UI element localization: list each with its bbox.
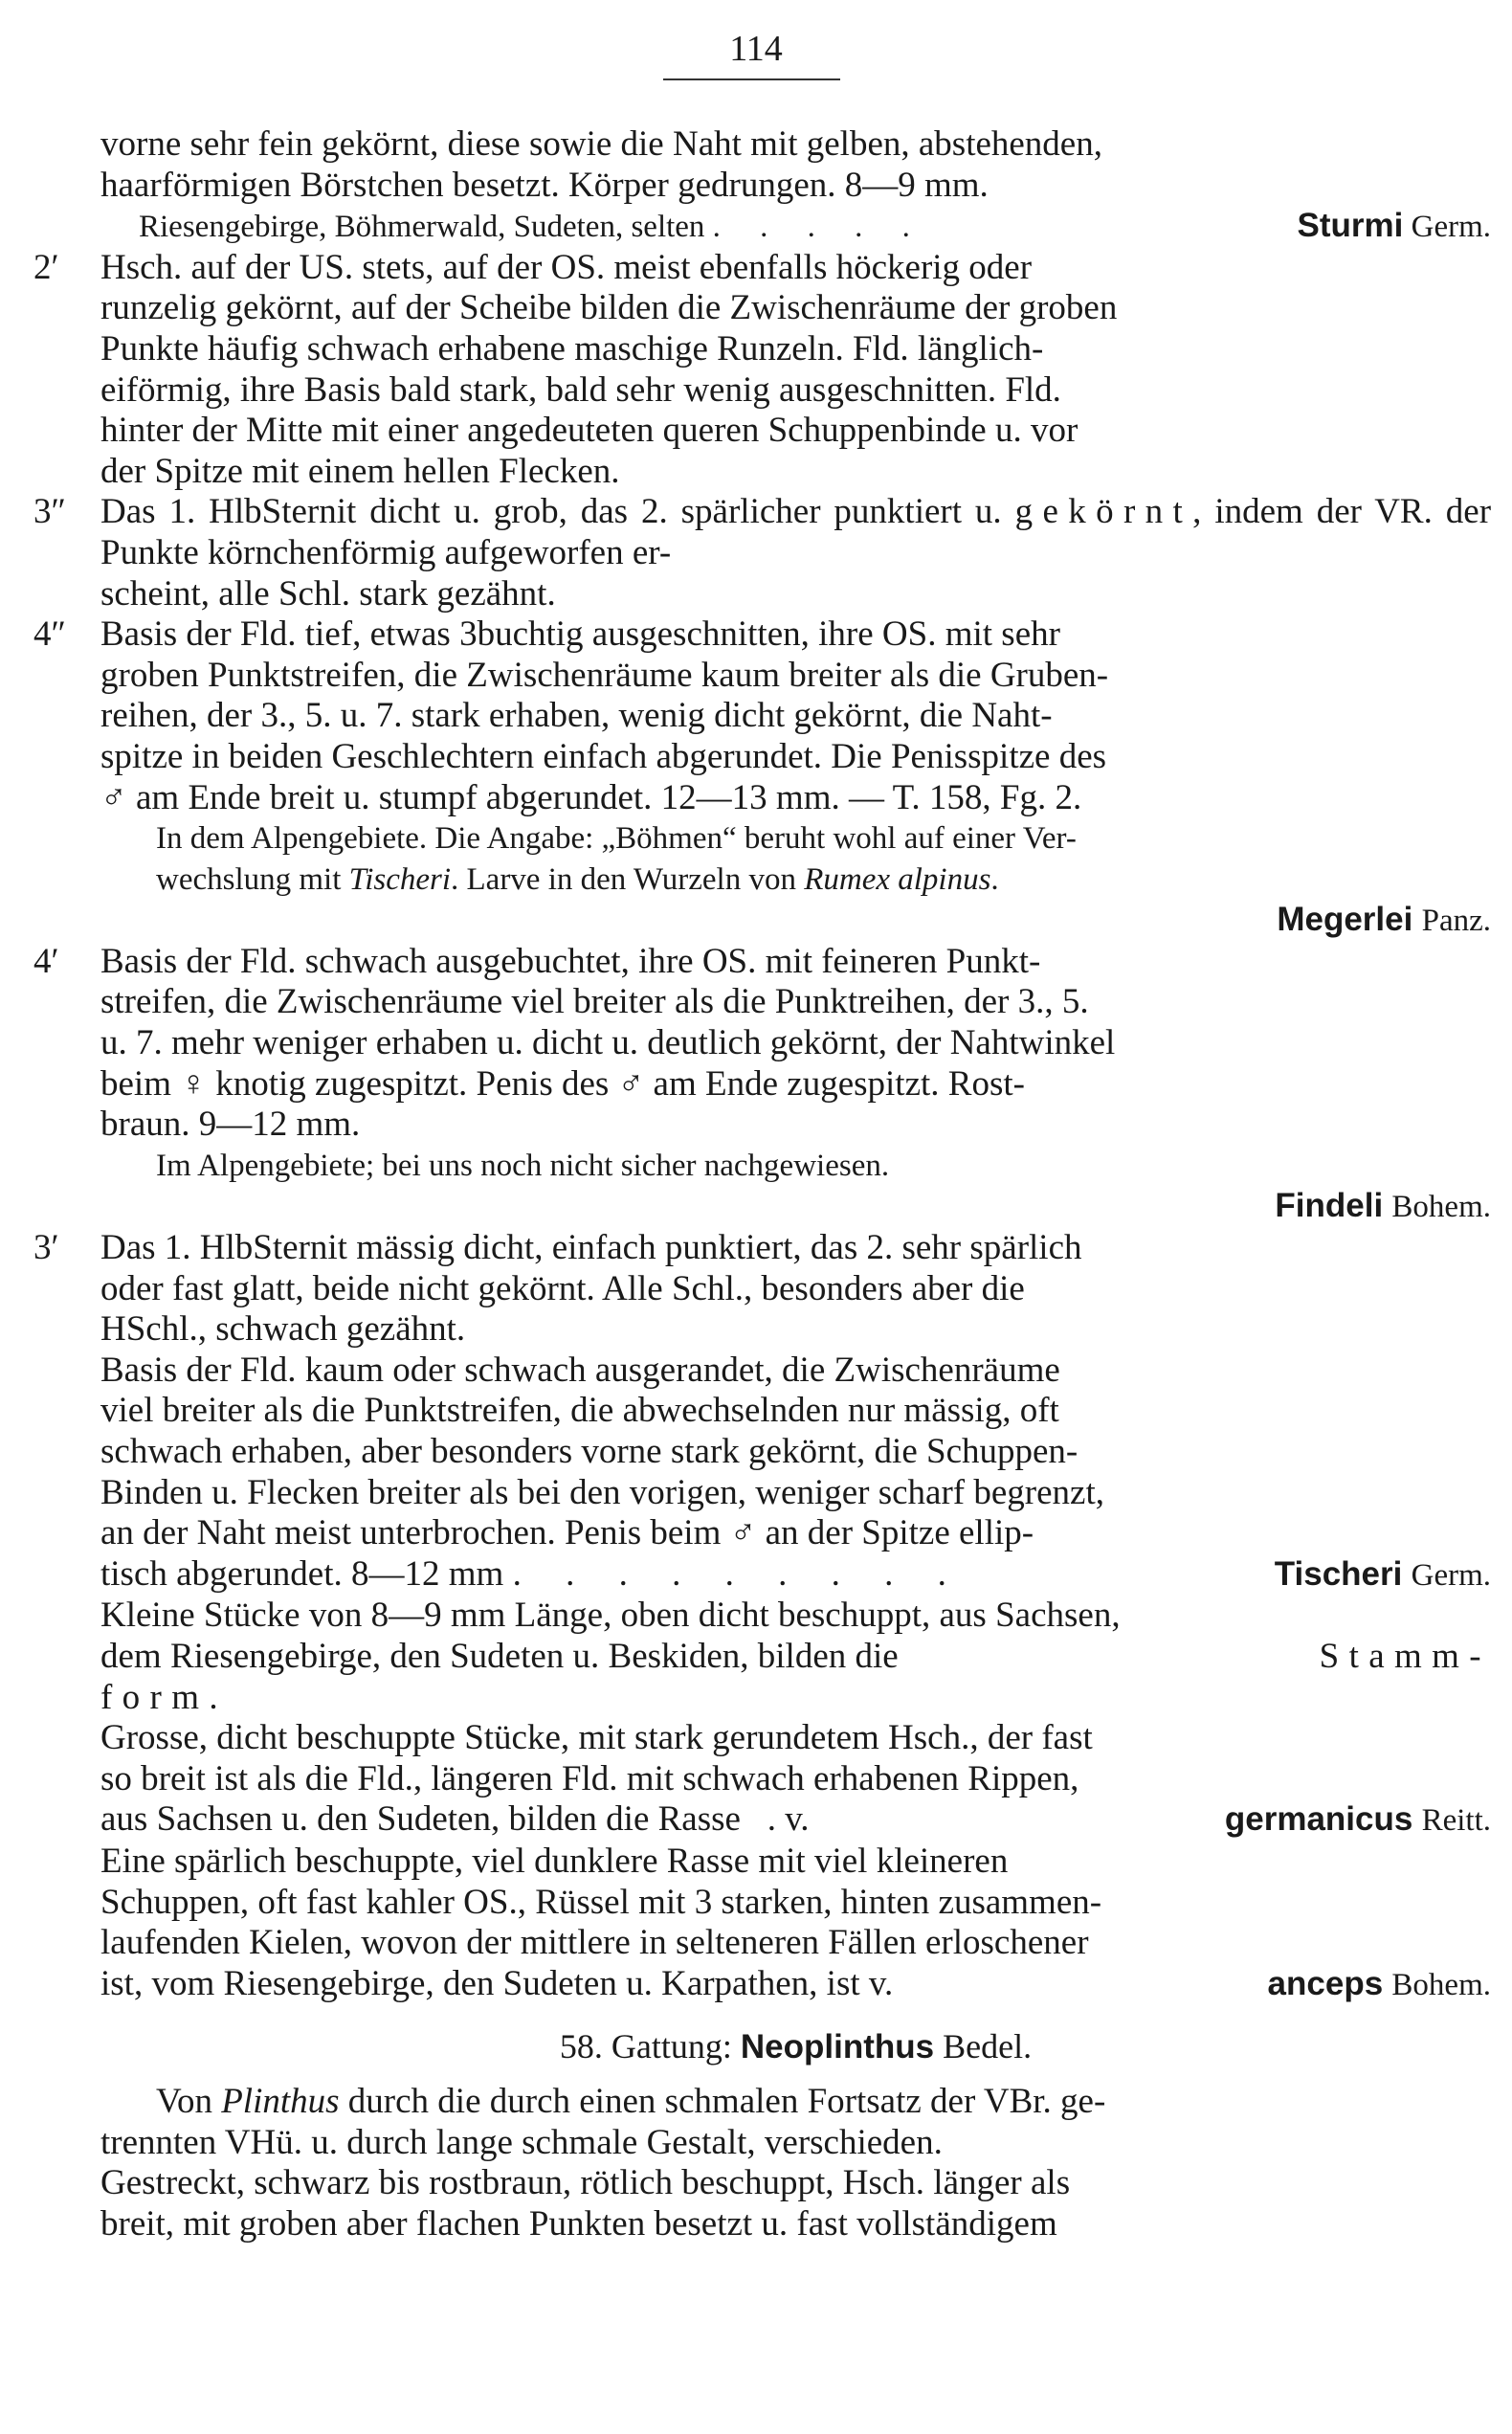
text-line: Grosse, dicht beschuppte Stücke, mit stark gerundetem Hsch., der fast [100,1718,1093,1758]
text-line: Basis der Fld. tief, etwas 3buchtig ausgeschnitten, ihre OS. mit sehr [100,614,1060,655]
key-entry [33,941,1491,1146]
species-author: Bohem. [1391,1190,1491,1225]
variety-prefix: . v. [767,1799,810,1840]
text-line: Das 1. HlbSternit mässig dicht, einfach punktiert, das 2. sehr spärlich [100,1228,1082,1268]
description-paragraph [100,1842,1491,2005]
text-line: Eine spärlich beschuppte, viel dunklere Rasse mit viel kleineren [100,1841,1009,1881]
species-line [100,1186,1491,1228]
description-paragraph [100,1596,1491,1718]
genus-author: Bedel. [943,2027,1033,2066]
text-line: , indem der VR. der Punkte körnchenförmig aufgeworfen er- [100,492,1492,572]
text-line: oder fast glatt, beide nicht gekörnt. Alle Schl., besonders aber die [100,1268,1025,1308]
text-line: hinter der Mitte mit einer angedeuteten queren Schuppenbinde u. vor [100,411,1078,451]
description-paragraph [100,1718,1491,1842]
italic-name: Rumex alpinus [804,861,991,897]
species-author: Germ. [1411,1557,1491,1593]
italic-name: Plinthus [221,2081,340,2121]
species-line [100,900,1491,942]
genus-description [100,2082,1491,2244]
text-line: dem Riesengebirge, den Sudeten u. Beskiden, bilden die [100,1636,899,1676]
species-name: Tischeri [1274,1554,1403,1593]
species-author: Bohem. [1391,1967,1491,2002]
entry-continuation [100,124,1491,206]
text-line: vorne sehr fein gekörnt, diese sowie die Naht mit gelben, abstehenden, [100,124,1102,164]
italic-name: Tischeri [348,861,452,897]
page-number: 114 [729,29,783,69]
text-line: Gestreckt, schwarz bis rostbraun, rötlich beschuppt, Hsch. länger als [100,2163,1071,2203]
text-line: Hsch. auf der US. stets, auf der OS. meist ebenfalls höckerig oder [100,247,1033,287]
leader-dots: . . . . . . . . . [512,1553,965,1594]
text-line: runzelig gekörnt, auf der Scheibe bilden die Zwischenräume der groben [100,288,1118,328]
text-line: streifen, die Zwischenräume viel breiter als die Punktreihen, der 3., 5. [100,982,1089,1022]
key-label: 4′ [33,941,59,981]
species-name: Findeli [1275,1187,1384,1225]
text-line: reihen, der 3., 5. u. 7. stark erhaben, wenig dicht gekörnt, die Naht- [100,696,1053,736]
page-number-rule [663,78,840,80]
text-line: schwach erhaben, aber besonders vorne stark gekörnt, die Schuppen- [100,1432,1078,1471]
text-line: der Spitze mit einem hellen Flecken. [100,451,620,491]
text-line: Kleine Stücke von 8—9 mm Länge, oben dicht beschuppt, aus Sachsen, [100,1596,1121,1636]
text-line: ist, vom Riesengebirge, den Sudeten u. Karpathen, ist v. [100,1963,894,2003]
species-name: anceps [1267,1964,1384,2002]
text-segment: durch die durch einen schmalen Fortsatz der VBr. ge- [339,2081,1106,2121]
text-line: scheint, alle Schl. stark gezähnt. [100,573,556,614]
text-segment: Von [156,2081,222,2121]
spaced-word: form. [100,1677,228,1717]
text-line: braun. 9—12 mm. [100,1105,361,1145]
text-line: In dem Alpengebiete. Die Angabe: „Böhmen“ beruht wohl auf einer Ver- [156,821,1077,857]
text-line: u. 7. mehr weniger erhaben u. dicht u. deutlich gekörnt, der Nahtwinkel [100,1023,1116,1063]
text-segment: wechslung mit [156,861,349,897]
genus-heading [100,2026,1491,2068]
text-segment: . Larve in den Wurzeln von [451,861,805,897]
text-line: beim ♀ knotig zugespitzt. Penis des ♂ am Ende zugespitzt. Rost- [100,1063,1025,1104]
text-line: spitze in beiden Geschlechtern einfach abgerundet. Die Penisspitze des [100,736,1107,776]
locality-note [100,818,1491,900]
spaced-word: gekörnt [1014,492,1193,532]
species-author: Reitt. [1421,1803,1491,1839]
spaced-word: Stamm- [1319,1636,1491,1676]
text-line: haarförmigen Börstchen besetzt. Körper gedrungen. 8—9 mm. [100,165,989,205]
text-line: viel breiter als die Punktstreifen, die abwechselnden nur mässig, oft [100,1391,1059,1431]
species-author: Panz. [1421,904,1491,939]
key-entry [33,614,1491,818]
species-author: Germ. [1411,210,1491,245]
text-line: eiförmig, ihre Basis bald stark, bald sehr wenig ausgeschnitten. Fld. [100,369,1061,410]
key-label: 3″ [33,492,66,532]
text-line: HSchl., schwach gezähnt. [100,1309,466,1350]
text-line: an der Naht meist unterbrochen. Penis beim ♂ an der Spitze ellip- [100,1513,1034,1553]
text-line: groben Punktstreifen, die Zwischenräume kaum breiter als die Gruben- [100,655,1109,695]
genus-name: Neoplinthus [740,2028,935,2066]
text-line: Im Alpengebiete; bei uns noch nicht sicher nachgewiesen. [156,1148,890,1183]
text-line: breit, mit groben aber flachen Punkten besetzt u. fast vollständigem [100,2203,1057,2244]
leader-dots: . . . . . [712,210,926,245]
text-line: tisch abgerundet. 8—12 mm [100,1553,504,1594]
text-line: Schuppen, oft fast kahler OS., Rüssel mit 3 starken, hinten zusammen- [100,1882,1102,1922]
key-entry [33,247,1491,493]
text-line: ♂ am Ende breit u. stumpf abgerundet. 12—13 mm. — T. 158, Fg. 2. [100,777,1082,817]
key-entry [33,492,1492,614]
locality-note [100,1146,1491,1187]
locality-line [100,206,1491,248]
text-segment: . [990,861,999,897]
text-column [33,124,1492,2244]
key-label: 4″ [33,614,66,655]
text-line: laufenden Kielen, wovon der mittlere in selteneren Fällen erloschener [100,1923,1089,1963]
text-line: Das 1. HlbSternit dicht u. grob, das 2. spärlicher punktiert u. [100,492,1002,532]
genus-number: 58. Gattung: [559,2027,732,2066]
text-line: trennten VHü. u. durch lange schmale Gestalt, verschieden. [100,2122,943,2162]
text-line: so breit ist als die Fld., längeren Fld. mit schwach erhabenen Rippen, [100,1758,1079,1798]
key-label: 3′ [33,1228,59,1268]
locality-text: Riesengebirge, Böhmerwald, Sudeten, selten [139,210,705,245]
species-name: Sturmi [1297,207,1404,245]
species-name: Megerlei [1277,901,1413,939]
description-paragraph [100,1351,1491,1597]
key-label: 2′ [33,247,59,287]
text-line: Basis der Fld. kaum oder schwach ausgerandet, die Zwischenräume [100,1350,1060,1390]
text-line: Binden u. Flecken breiter als bei den vorigen, weniger scharf begrenzt, [100,1472,1104,1512]
text-line: aus Sachsen u. den Sudeten, bilden die Rasse [100,1799,741,1840]
key-entry [33,1228,1491,1351]
text-line: Basis der Fld. schwach ausgebuchtet, ihre OS. mit feineren Punkt- [100,941,1041,981]
species-name: germanicus [1224,1800,1413,1839]
text-line: Punkte häufig schwach erhabene maschige Runzeln. Fld. länglich- [100,328,1044,368]
